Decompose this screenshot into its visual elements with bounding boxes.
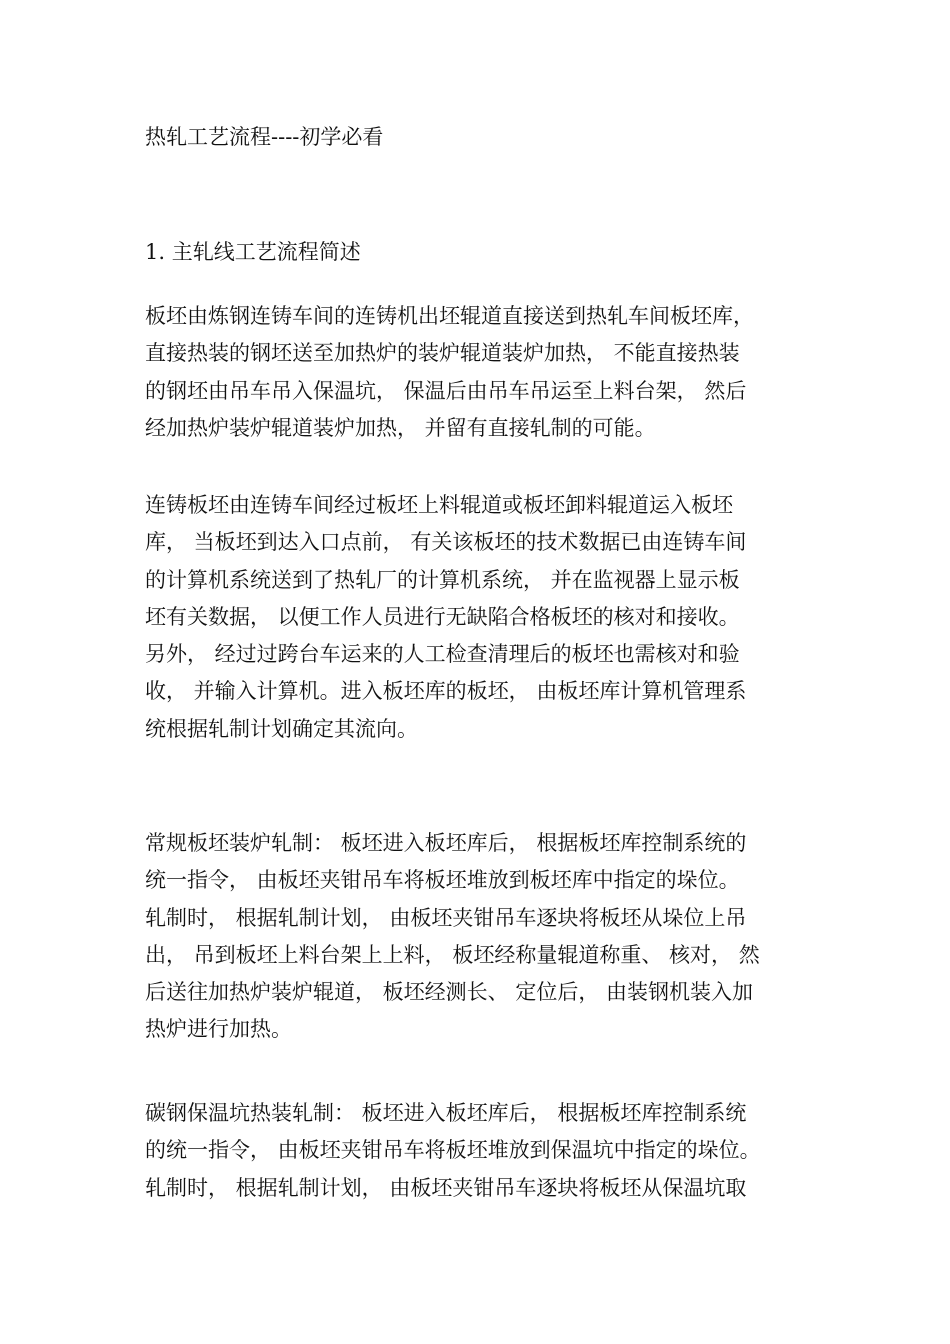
text-line: 轧制时， 根据轧制计划， 由板坯夹钳吊车逐块将板坯从保温坑取 — [145, 1175, 747, 1200]
text-line: 板坯由炼钢连铸车间的连铸机出坯辊道直接送到热轧车间板坯库， — [145, 304, 754, 328]
paragraph-insulation-pit-charging — [145, 1095, 825, 1207]
text-line: 直接热装的钢坯送至加热炉的装炉辊道装炉加热， 不能直接热装 — [145, 341, 740, 366]
document-title: 热轧工艺流程----初学必看 — [145, 125, 384, 149]
text-line: 的计算机系统送到了热轧厂的计算机系统， 并在监视器上显示板 — [145, 567, 740, 592]
text-line: 经加热炉装炉辊道装炉加热， 并留有直接轧制的可能。 — [145, 415, 656, 440]
text-line: 统根据轧制计划确定其流向。 — [145, 716, 418, 741]
paragraph-slab-delivery — [145, 298, 825, 447]
text-line: 库， 当板坯到达入口点前， 有关该板坯的技术数据已由连铸车间 — [145, 530, 747, 555]
text-line: 热炉进行加热。 — [145, 1017, 292, 1042]
text-line: 常规板坯装炉轧制： 板坯进入板坯库后， 根据板坯库控制系统的 — [145, 831, 747, 855]
text-line: 另外， 经过过跨台车运来的人工检查清理后的板坯也需核对和验 — [145, 642, 740, 667]
text-line: 的统一指令， 由板坯夹钳吊车将板坯堆放到保温坑中指定的垛位。 — [145, 1138, 761, 1163]
text-line: 坯有关数据， 以便工作人员进行无缺陷合格板坯的核对和接收。 — [145, 604, 740, 629]
text-line: 轧制时， 根据轧制计划， 由板坯夹钳吊车逐块将板坯从垛位上吊 — [145, 905, 747, 930]
paragraph-regular-charging — [145, 825, 825, 1049]
text-line: 出， 吊到板坯上料台架上上料， 板坯经称量辊道称重、 核对， 然 — [145, 942, 760, 967]
paragraph-slab-yard-intake — [145, 487, 825, 748]
text-line: 的钢坯由吊车吊入保温坑， 保温后由吊车吊运至上料台架， 然后 — [145, 378, 747, 403]
text-line: 统一指令， 由板坯夹钳吊车将板坯堆放到板坯库中指定的垛位。 — [145, 868, 740, 893]
text-line: 后送往加热炉装炉辊道， 板坯经测长、 定位后， 由装钢机装入加 — [145, 980, 754, 1005]
text-line: 碳钢保温坑热装轧制： 板坯进入板坯库后， 根据板坯库控制系统 — [145, 1101, 747, 1125]
text-line: 收， 并输入计算机。进入板坯库的板坯， 由板坯库计算机管理系 — [145, 679, 747, 704]
text-line: 连铸板坯由连铸车间经过板坯上料辊道或板坯卸料辊道运入板坯 — [145, 493, 733, 517]
section-heading: 1. 主轧线工艺流程简述 — [145, 240, 361, 264]
